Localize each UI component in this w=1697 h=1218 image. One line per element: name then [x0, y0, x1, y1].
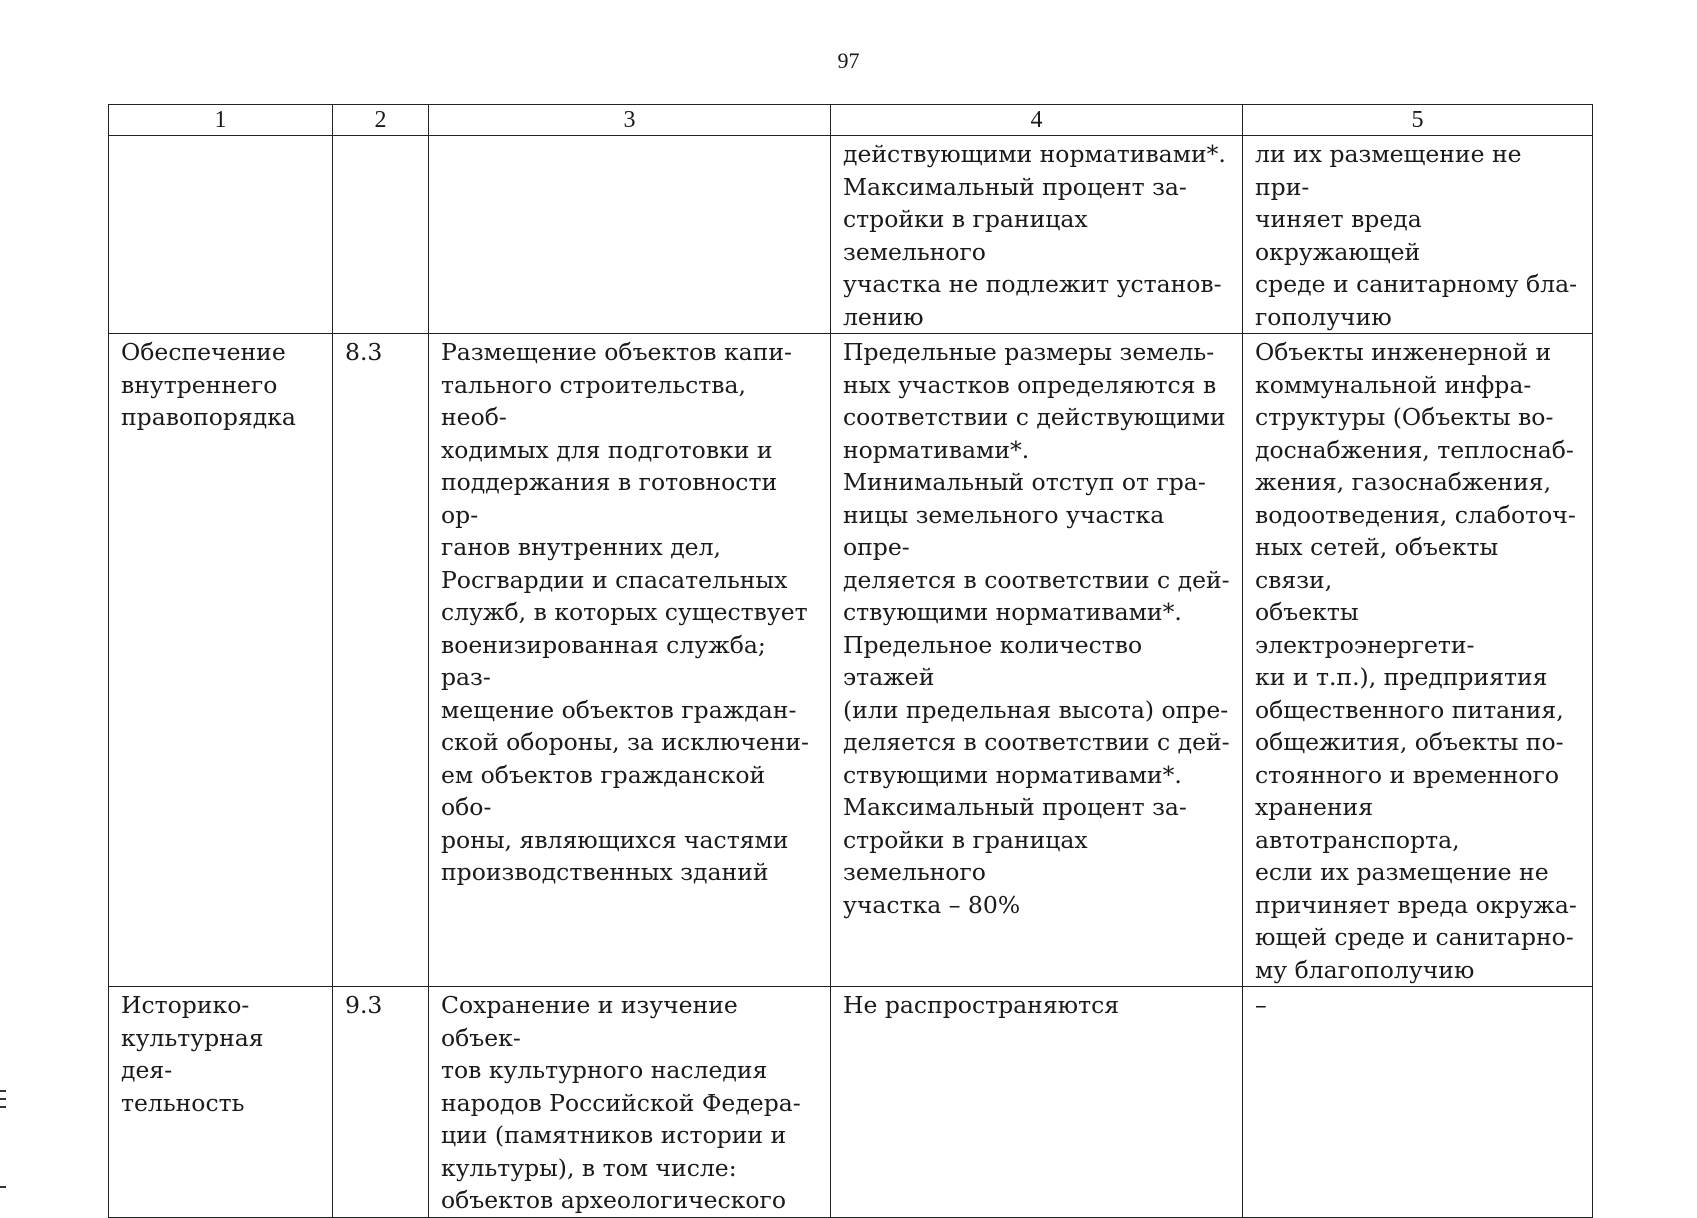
- use-name-cell: Обеспечение внутреннего правопорядка: [109, 334, 333, 987]
- column-header: 2: [333, 105, 429, 136]
- scan-margin-mark: [0, 1106, 6, 1108]
- parameters-cell: действующими нормативами*. Максимальный процент за- стройки в границах земельного участка не подлежит установ- лению: [831, 136, 1243, 334]
- notes-cell: Объекты инженерной и коммунальной инфра- структуры (Объекты во- доснабжения, теплоснаб- жения, газоснабжения, водоотведения, слаботоч- ных сетей, объекты связи, объекты электроэнергети- ки и т.п.), предприятия общественного питания, общежития, объекты по- стоянного и временного хранения автотранспорта, если их размещение не причиняет вреда окружа- ющей среде и санитарно- му благополучию: [1243, 334, 1593, 987]
- use-code-cell: 9.3: [333, 987, 429, 1218]
- scan-margin-mark: [0, 1098, 6, 1100]
- column-header: 1: [109, 105, 333, 136]
- use-code-cell: [333, 136, 429, 334]
- scan-margin-mark: [0, 1186, 6, 1188]
- parameters-cell: Не распространяются: [831, 987, 1243, 1218]
- use-code-cell: 8.3: [333, 334, 429, 987]
- land-use-table: [108, 104, 1593, 1218]
- scan-margin-mark: [0, 1090, 6, 1092]
- table-row: [109, 987, 1593, 1218]
- parameters-cell: Предельные размеры земель- ных участков определяются в соответствии с действующими нормативами*. Минимальный отступ от гра- ницы земельного участка опре- деляется в соответствии с дей- ствующими нормативами*. Предельное количество этажей (или предельная высота) опре- деляется в соответствии с дей- ствующими нормативами*. Максимальный процент за- стройки в границах земельного участка – 80%: [831, 334, 1243, 987]
- use-description-cell: Размещение объектов капи- тального строительства, необ- ходимых для подготовки и поддержания в готовности ор- ганов внутренних дел, Росгвардии и спасательных служб, в которых существует военизированная служба; раз- мещение объектов граждан- ской обороны, за исключени- ем объектов гражданской обо- роны, являющихся частями производственных зданий: [429, 334, 831, 987]
- column-header: 4: [831, 105, 1243, 136]
- use-description-cell: [429, 136, 831, 334]
- notes-cell: ли их размещение не при- чиняет вреда окружающей среде и санитарному бла- гополучию: [1243, 136, 1593, 334]
- table-header-row: [109, 105, 1593, 136]
- table-row: [109, 334, 1593, 987]
- table-row: [109, 136, 1593, 334]
- column-header: 3: [429, 105, 831, 136]
- page-number: 97: [837, 48, 860, 73]
- use-description-cell: Сохранение и изучение объек- тов культурного наследия народов Российской Федера- ции (памятников истории и культуры), в том числе: объектов археологического: [429, 987, 831, 1218]
- use-name-cell: [109, 136, 333, 334]
- notes-cell: –: [1243, 987, 1593, 1218]
- column-header: 5: [1243, 105, 1593, 136]
- use-name-cell: Историко- культурная дея- тельность: [109, 987, 333, 1218]
